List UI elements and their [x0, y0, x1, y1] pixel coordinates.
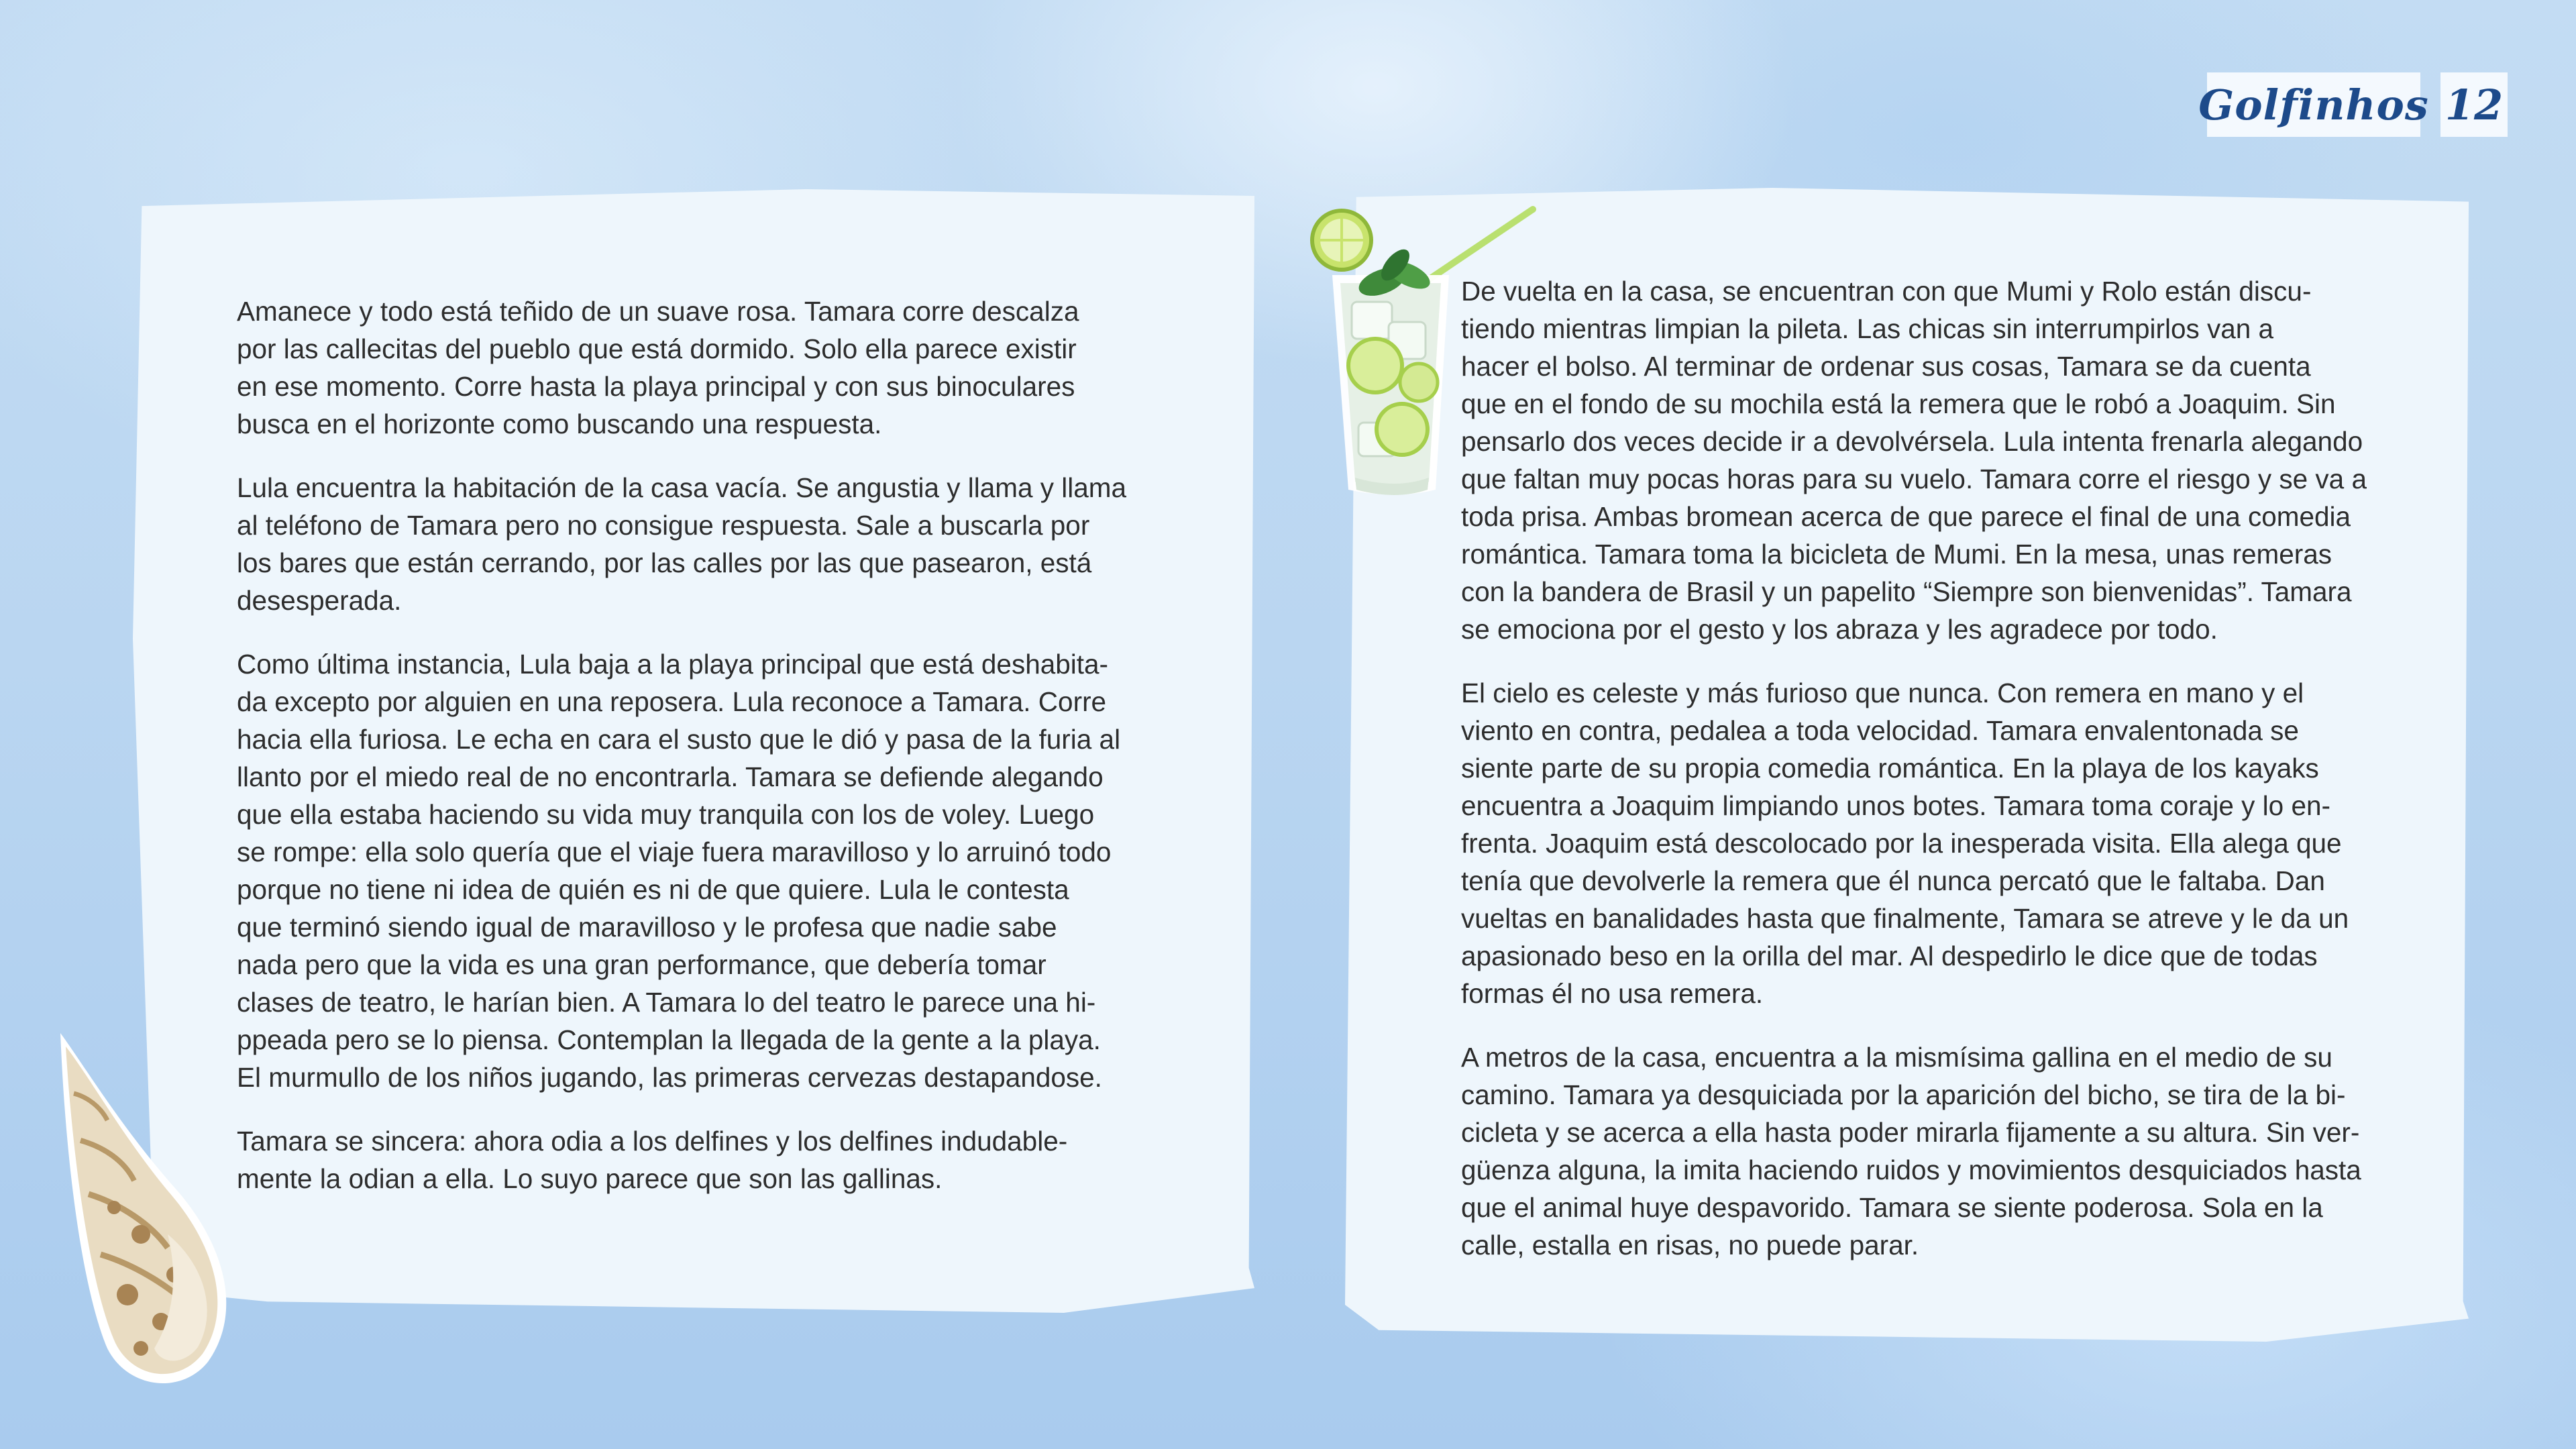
paragraph: Tamara se sincera: ahora odia a los delfines y los delfines indudable- mente la odian a ella. Lo suyo parece que son las gallinas.: [237, 1126, 1068, 1194]
seashell-icon: [40, 1033, 255, 1389]
paragraph: De vuelta en la casa, se encuentran con que Mumi y Rolo están discu- tiendo mientras limpian la pileta. Las chicas sin interrumpirlos van a hacer el bolso. Al terminar de ordenar sus cosas, Tamara se da cuenta que en el fondo de su mochila está la remera que le robó a Joaquim. Sin pensarlo dos veces decide ir a devolvérsela. Lula intenta frenarla alegando que faltan muy pocas horas para su vuelo. Tamara corre el riesgo y se va a toda prisa. Ambas bromean acerca de que parece el final de una comedia romántica. Tamara toma la bicicleta de Mumi. En la mesa, unas remeras con la bandera de Brasil y un papelito “Siempre son bienvenidas”. Tamara se emociona por el gesto y los abraza y les agradece por todo.: [1461, 276, 2367, 645]
paragraph: El cielo es celeste y más furioso que nunca. Con remera en mano y el viento en contra, pedalea a toda velocidad. Tamara envalentonada se siente parte de su propia comedia romántica. En la playa de los kayaks encuentra a Joaquim limpiando unos botes. Tamara toma coraje y lo en- frenta. Joaquim está descolocado por la inesperada visita. Ella alega que tenía que devolverle la remera que él nunca percató que le faltaba. Dan vueltas en banalidades hasta que finalmente, Tamara se atreve y le da un apasionado beso en la orilla del mar. Al despedirlo le dice que de todas formas él no usa remera.: [1461, 678, 2349, 1009]
page-number: 12: [2440, 72, 2508, 137]
paragraph: Como última instancia, Lula baja a la playa principal que está deshabita- da excepto por alguien en una reposera. Lula reconoce a Tamara. Corre hacia ella furiosa. Le echa en cara el susto que le dió y pasa de la furia al llanto por el miedo real de no encontrarla. Tamara se defiende alegando que ella estaba haciendo su vida muy tranquila con los de voley. Luego se rompe: ella solo quería que el viaje fuera maravilloso y lo arruinó todo porque no tiene ni idea de quién es ni de que quiere. Lula le contesta que terminó siendo igual de maravilloso y le profesa que nadie sabe nada pero que la vida es una gran performance, que debería tomar clases de teatro, le harían bien. A Tamara lo del teatro le parece una hi- ppeada pero se lo piensa. Contemplan la llegada de la gente a la playa. El murmullo de los niños jugando, las primeras cervezas destapandose.: [237, 649, 1121, 1093]
paragraph: A metros de la casa, encuentra a la mismísima gallina en el medio de su camino. Tamara ya desquiciada por la aparición del bicho, se tira de la bi- cicleta y se acerca a ella hasta poder mirarla fijamente a su altura. Sin ver- güenza alguna, la imita haciendo ruidos y movimientos desquiciados hasta que el animal huye despavorido. Tamara se siente poderosa. Sola en la calle, estalla en risas, no puede parar.: [1461, 1042, 2361, 1260]
paragraph: Amanece y todo está teñido de un suave rosa. Tamara corre descalza por las callecitas del pueblo que está dormido. Solo ella parece existir en ese momento. Corre hasta la playa principal y con sus binoculares busca en el horizonte como buscando una respuesta.: [237, 296, 1079, 439]
right-column-text: [1461, 272, 2420, 1290]
brand-title: Golfinhos: [2207, 72, 2420, 137]
mojito-glass-icon: [1301, 201, 1543, 503]
paragraph: Lula encuentra la habitación de la casa vacía. Se angustia y llama y llama al teléfono de Tamara pero no consigue respuesta. Sale a buscarla por los bares que están cerrando, por las calles por las que pasearon, está desesperada.: [237, 472, 1127, 616]
left-column-text: [237, 292, 1189, 1224]
